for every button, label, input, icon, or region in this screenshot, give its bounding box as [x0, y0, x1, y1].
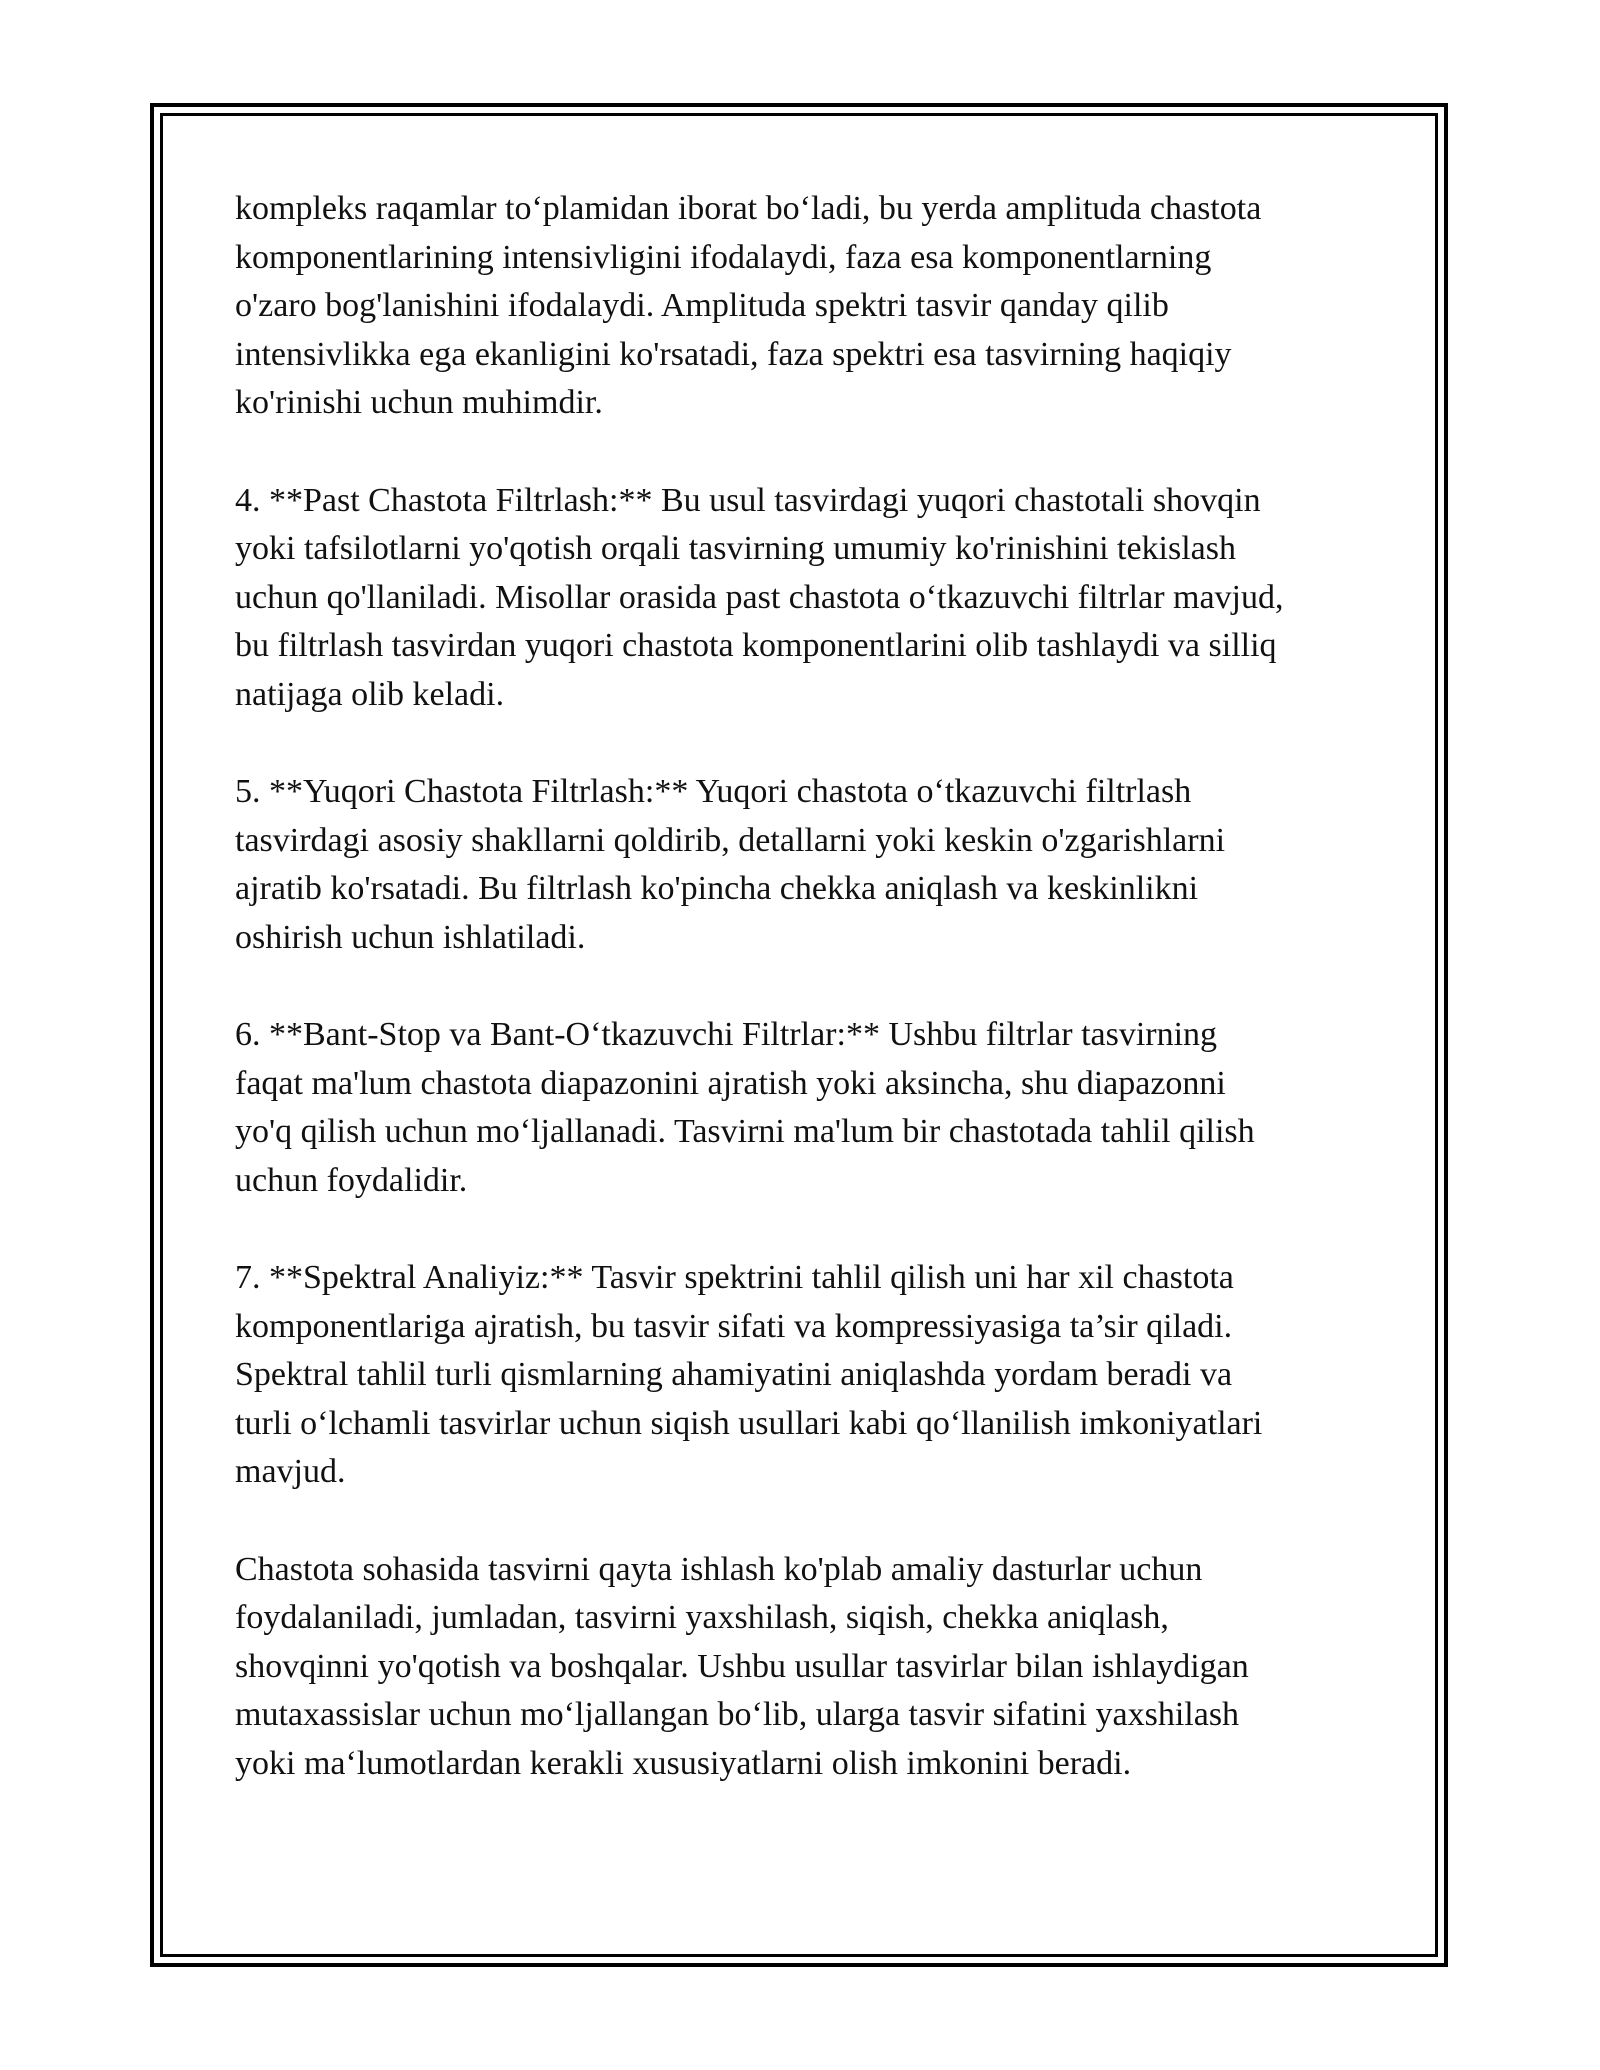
paragraph-band-filters: 6. **Bant-Stop va Bant-O‘tkazuvchi Filtrlar:** Ushbu filtrlar tasvirning faqat ma'lum chastota diapazonini ajratish yoki aksincha, shu diapazonni yo'q qilish uchun mo‘ljallanadi. Tasvirni ma'lum bir chastotada tahlil qilish uchun foydalidir. — [235, 1016, 1255, 1199]
paragraph-spectrum-intro: kompleks raqamlar to‘plamidan iborat bo‘ladi, bu yerda amplituda chastota komponentlarining intensivligini ifodalaydi, faza esa komponentlarning o'zaro bog'lanishini ifodalaydi. Amplituda spektri tasvir qanday qilib intensivlikka ega ekanligini ko'rsatadi, faza spektri esa tasvirning haqiqiy ko'rinishi uchun muhimdir. — [235, 190, 1262, 421]
paragraph-high-pass-filter: 5. **Yuqori Chastota Filtrlash:** Yuqori chastota o‘tkazuvchi filtrlash tasvirdagi asosiy shakllarni qoldirib, detallarni yoki keskin o'zgarishlarni ajratib ko'rsatadi. Bu filtrlash ko'pincha chekka aniqlash va keskinlikni oshirish uchun ishlatiladi. — [235, 773, 1226, 956]
document-body — [235, 185, 1375, 1837]
paragraph-low-pass-filter: 4. **Past Chastota Filtrlash:** Bu usul tasvirdagi yuqori chastotali shovqin yoki tafsilotlarni yo'qotish orqali tasvirning umumiy ko'rinishini tekislash uchun qo'llaniladi. Misollar orasida past chastota o‘tkazuvchi filtrlar mavjud, bu filtrlash tasvirdan yuqori chastota komponentlarini olib tashlaydi va silliq natijaga olib keladi. — [235, 481, 1284, 713]
paragraph-conclusion: Chastota sohasida tasvirni qayta ishlash ko'plab amaliy dasturlar uchun foydalaniladi, jumladan, tasvirni yaxshilash, siqish, chekka aniqlash, shovqinni yo'qotish va boshqalar. Ushbu usullar tasvirlar bilan ishlaydigan mutaxassislar uchun mo‘ljallangan bo‘lib, ularga tasvir sifatini yaxshilash yoki ma‘lumotlardan kerakli xususiyatlarni olish imkonini beradi. — [235, 1550, 1249, 1782]
paragraph-spectral-analysis: 7. **Spektral Analiyiz:** Tasvir spektrini tahlil qilish uni har xil chastota komponentlariga ajratish, bu tasvir sifati va kompressiyasiga ta’sir qiladi. Spektral tahlil turli qismlarning ahamiyatini aniqlashda yordam beradi va turli o‘lchamli tasvirlar uchun siqish usullari kabi qo‘llanilish imkoniyatlari mavjud. — [235, 1259, 1263, 1490]
